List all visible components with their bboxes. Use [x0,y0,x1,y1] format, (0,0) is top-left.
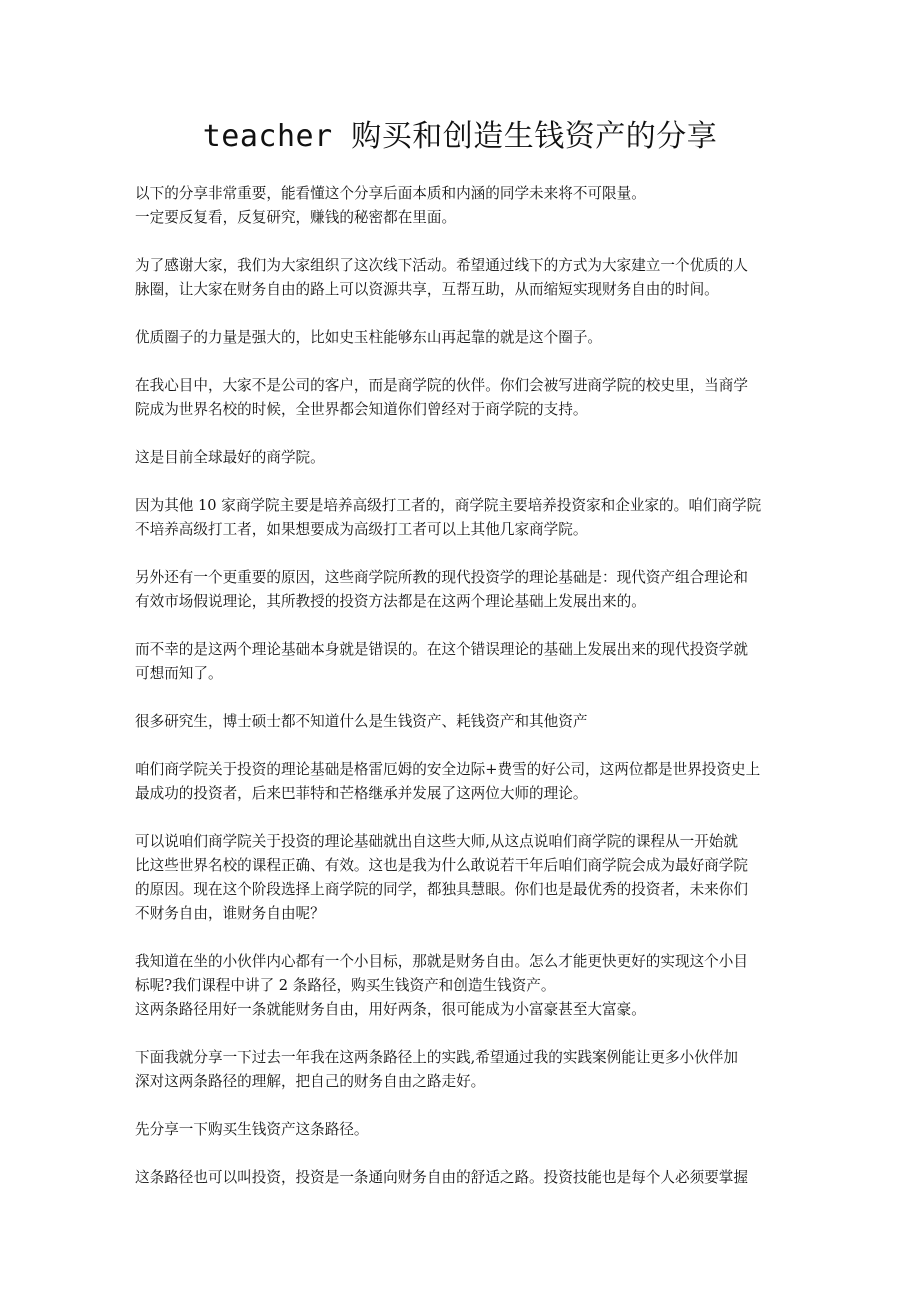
paragraph-line: 可想而知了。 [135,665,223,682]
paragraph-line: 可以说咱们商学院关于投资的理论基础就出自这些大师,从这点说咱们商学院的课程从一开始就 [135,833,738,850]
paragraph-line: 不培养高级打工者，如果想要成为高级打工者可以上其他几家商学院。 [135,521,588,538]
paragraph-line: 院成为世界名校的时候，全世界都会知道你们曾经对于商学院的支持。 [135,401,588,418]
paragraph [135,374,787,422]
paragraph-line: 这条路径也可以叫投资，投资是一条通向财务自由的舒适之路。投资技能也是每个人必须要掌握 [135,1169,748,1186]
document-title: teacher 购买和创造生钱资产的分享 [202,119,718,154]
paragraph [135,566,787,614]
paragraph [135,950,787,1022]
paragraph-line: 脉圈，让大家在财务自由的路上可以资源共享，互帮互助，从而缩短实现财务自由的时间。 [135,281,719,298]
paragraph-line: 以下的分享非常重要，能看懂这个分享后面本质和内涵的同学未来将不可限量。 [135,185,646,202]
paragraph-line: 这是目前全球最好的商学院。 [135,449,325,466]
paragraph-line: 先分享一下购买生钱资产这条路径。 [135,1121,369,1138]
paragraph-line: 另外还有一个更重要的原因，这些商学院所教的现代投资学的理论基础是：现代资产组合理论和 [135,569,748,586]
paragraph-line: 这两条路径用好一条就能财务自由，用好两条，很可能成为小富豪甚至大富豪。 [135,1001,646,1018]
paragraph [135,254,787,302]
paragraph [135,1118,787,1142]
paragraph [135,710,787,734]
paragraph-line: 咱们商学院关于投资的理论基础是格雷厄姆的安全边际+费雪的好公司，这两位都是世界投资史上 [135,761,761,778]
paragraph-line: 很多研究生，博士硕士都不知道什么是生钱资产、耗钱资产和其他资产 [135,713,588,730]
paragraph-line: 为了感谢大家，我们为大家组织了这次线下活动。希望通过线下的方式为大家建立一个优质的人 [135,257,748,274]
paragraph-line: 在我心目中，大家不是公司的客户，而是商学院的伙伴。你们会被写进商学院的校史里，当商学 [135,377,748,394]
paragraph [135,446,787,470]
paragraph-line: 比这些世界名校的课程正确、有效。这也是我为什么敢说若干年后咱们商学院会成为最好商学院 [135,857,748,874]
paragraph-line: 的原因。现在这个阶段选择上商学院的同学，都独具慧眼。你们也是最优秀的投资者，未来你们 [135,881,748,898]
paragraph-line: 下面我就分享一下过去一年我在这两条路径上的实践,希望通过我的实践案例能让更多小伙伴加 [135,1049,738,1066]
paragraph [135,326,787,350]
paragraph-line: 而不幸的是这两个理论基础本身就是错误的。在这个错误理论的基础上发展出来的现代投资学就 [135,641,748,658]
paragraph-line: 有效市场假说理论，其所教授的投资方法都是在这两个理论基础上发展出来的。 [135,593,646,610]
paragraph [135,830,787,926]
paragraph-line: 标呢?我们课程中讲了 2 条路径，购买生钱资产和创造生钱资产。 [135,977,556,994]
paragraph [135,1046,787,1094]
document-body [135,182,787,1214]
paragraph-line: 我知道在坐的小伙伴内心都有一个小目标，那就是财务自由。怎么才能更快更好的实现这个小目 [135,953,748,970]
paragraph [135,638,787,686]
paragraph [135,758,787,806]
paragraph [135,182,787,230]
paragraph-line: 优质圈子的力量是强大的，比如史玉柱能够东山再起靠的就是这个圈子。 [135,329,603,346]
paragraph-line: 一定要反复看，反复研究，赚钱的秘密都在里面。 [135,209,457,226]
paragraph-line: 不财务自由，谁财务自由呢？ [135,905,325,922]
paragraph [135,494,787,542]
paragraph-line: 因为其他 10 家商学院主要是培养高级打工者的，商学院主要培养投资家和企业家的。咱们商学院 [135,497,762,514]
paragraph-line: 深对这两条路径的理解，把自己的财务自由之路走好。 [135,1073,486,1090]
paragraph [135,1166,787,1190]
paragraph-line: 最成功的投资者，后来巴菲特和芒格继承并发展了这两位大师的理论。 [135,785,588,802]
